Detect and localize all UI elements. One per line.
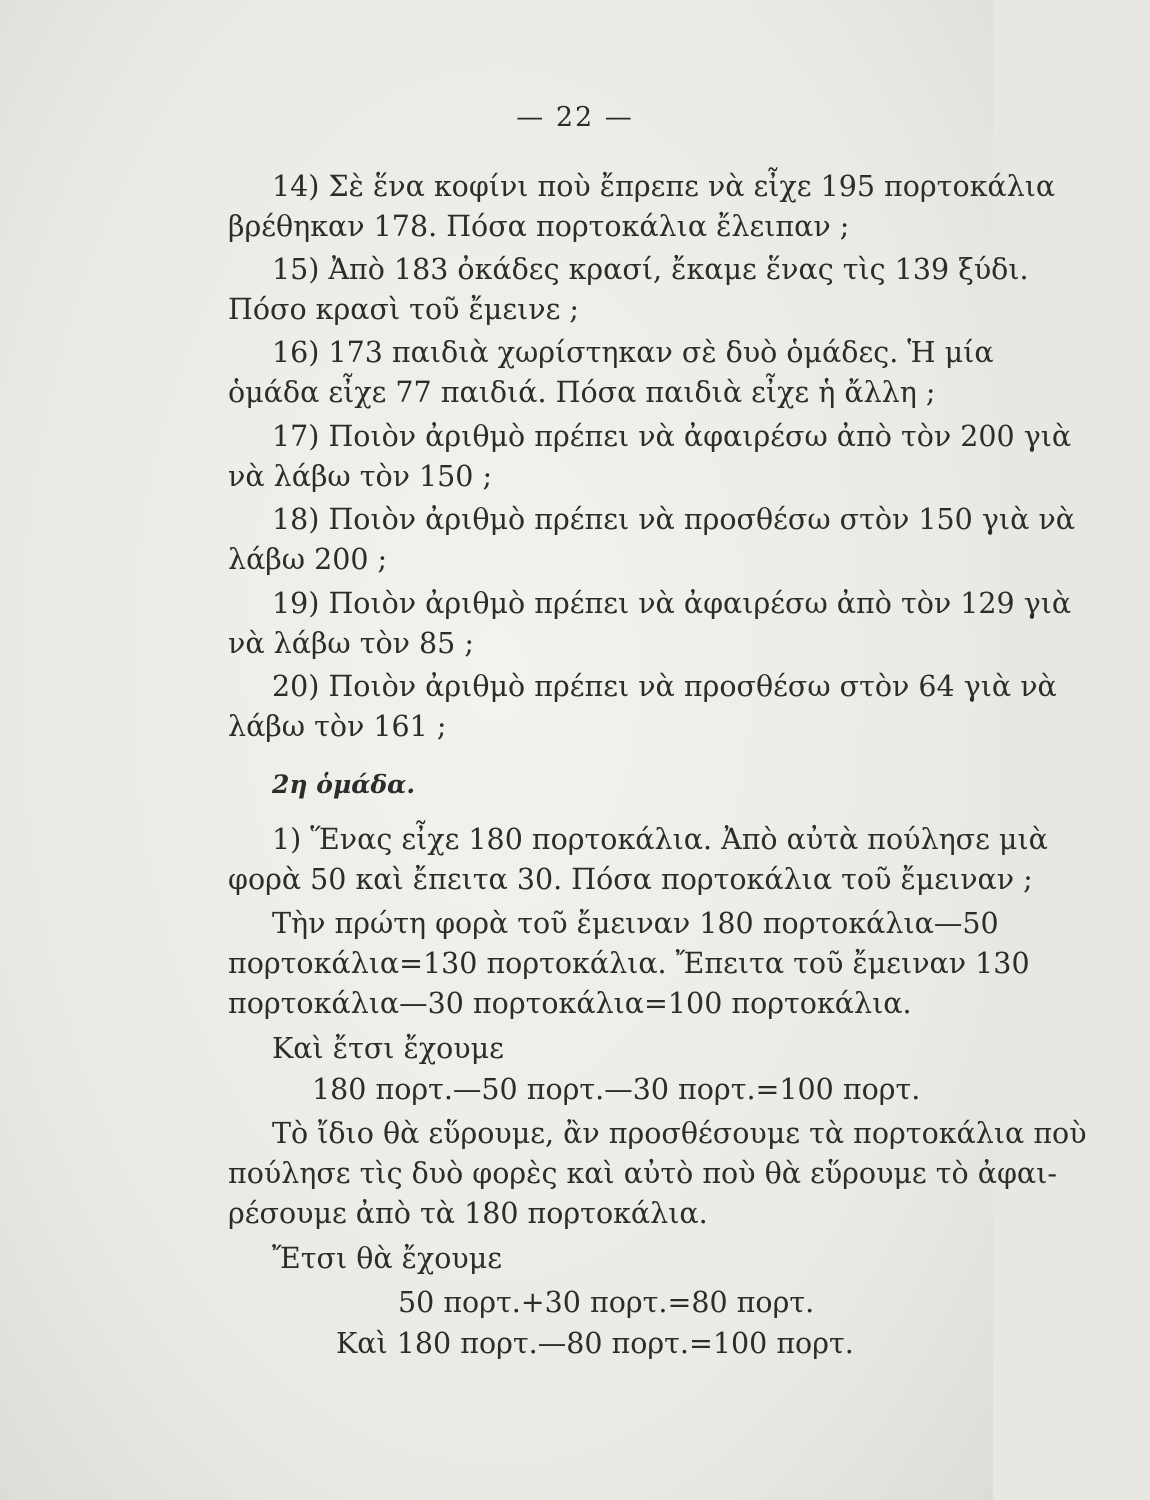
problem-17-line-1: 17) Ποιὸν ἀριθμὸ πρέπει νὰ ἀφαιρέσω ἀπὸ τὸν 200 γιὰ (272, 420, 1072, 453)
problem-20-line-2: λάβω τὸν 161 ; (228, 710, 447, 743)
problem-18-line-1: 18) Ποιὸν ἀριθμὸ πρέπει νὰ προσθέσω στὸν 150 γιὰ νὰ (272, 503, 1075, 536)
section2-equation-1: 180 πορτ.—50 πορτ.—30 πορτ.=100 πορτ. (312, 1073, 921, 1106)
section2-explain1-line-3: πορτοκάλια—30 πορτοκάλια=100 πορτοκάλια. (228, 987, 912, 1020)
section2-q1-line-2: φορὰ 50 καὶ ἔπειτα 30. Πόσα πορτοκάλια τοῦ ἔμειναν ; (228, 863, 1033, 896)
problem-19-line-2: νὰ λάβω τὸν 85 ; (228, 627, 474, 660)
section2-explain2-line-3: ρέσουμε ἀπὸ τὰ 180 πορτοκάλια. (228, 1197, 708, 1230)
problem-16-line-1: 16) 173 παιδιὰ χωρίστηκαν σὲ δυὸ ὁμάδες. Ἡ μία (272, 336, 994, 369)
problem-16-line-2: ὁμάδα εἶχε 77 παιδιά. Πόσα παιδιὰ εἶχε ἡ ἄλλη ; (228, 376, 936, 409)
problem-20-line-1: 20) Ποιὸν ἀριθμὸ πρέπει νὰ προσθέσω στὸν 64 γιὰ νὰ (272, 670, 1057, 703)
problem-15-line-2: Πόσο κρασὶ τοῦ ἔμεινε ; (228, 293, 580, 326)
section2-equation-2: 50 πορτ.+30 πορτ.=80 πορτ. (398, 1286, 815, 1319)
problem-14-line-2: βρέθηκαν 178. Πόσα πορτοκάλια ἔλειπαν ; (228, 210, 850, 243)
section2-explain2-line-1: Τὸ ἴδιο θὰ εὕρουμε, ἂν προσθέσουμε τὰ πορτοκάλια ποὺ (272, 1117, 1087, 1150)
problem-14-line-1: 14) Σὲ ἕνα κοφίνι ποὺ ἔπρεπε νὰ εἶχε 195 πορτοκάλια (272, 170, 1056, 203)
section2-thus-we-have: Ἔτσι θὰ ἔχουμε (272, 1242, 502, 1275)
section2-q1-line-1: 1) Ἕνας εἶχε 180 πορτοκάλια. Ἀπὸ αὐτὰ πούλησε μιὰ (272, 823, 1048, 856)
section2-explain1-line-2: πορτοκάλια=130 πορτοκάλια. Ἔπειτα τοῦ ἔμειναν 130 (228, 947, 1030, 980)
problem-19-line-1: 19) Ποιὸν ἀριθμὸ πρέπει νὰ ἀφαιρέσω ἀπὸ τὸν 129 γιὰ (272, 587, 1072, 620)
problem-17-line-2: νὰ λάβω τὸν 150 ; (228, 460, 493, 493)
problem-15-line-1: 15) Ἀπὸ 183 ὀκάδες κρασί, ἔκαμε ἕνας τὶς 139 ξύδι. (272, 253, 1029, 286)
section2-equation-3: Καὶ 180 πορτ.—80 πορτ.=100 πορτ. (336, 1327, 854, 1360)
page-number: — 22 — (516, 102, 634, 133)
section2-explain2-line-2: πούλησε τὶς δυὸ φορὲς καὶ αὐτὸ ποὺ θὰ εὕρουμε τὸ ἀφαι- (228, 1157, 1057, 1190)
section2-explain1-line-1: Τὴν πρώτη φορὰ τοῦ ἔμειναν 180 πορτοκάλια—50 (272, 907, 999, 940)
section-heading: 2η ὁμάδα. (272, 770, 416, 799)
section2-so-we-have: Καὶ ἔτσι ἔχουμε (272, 1032, 504, 1065)
problem-18-line-2: λάβω 200 ; (228, 543, 388, 576)
